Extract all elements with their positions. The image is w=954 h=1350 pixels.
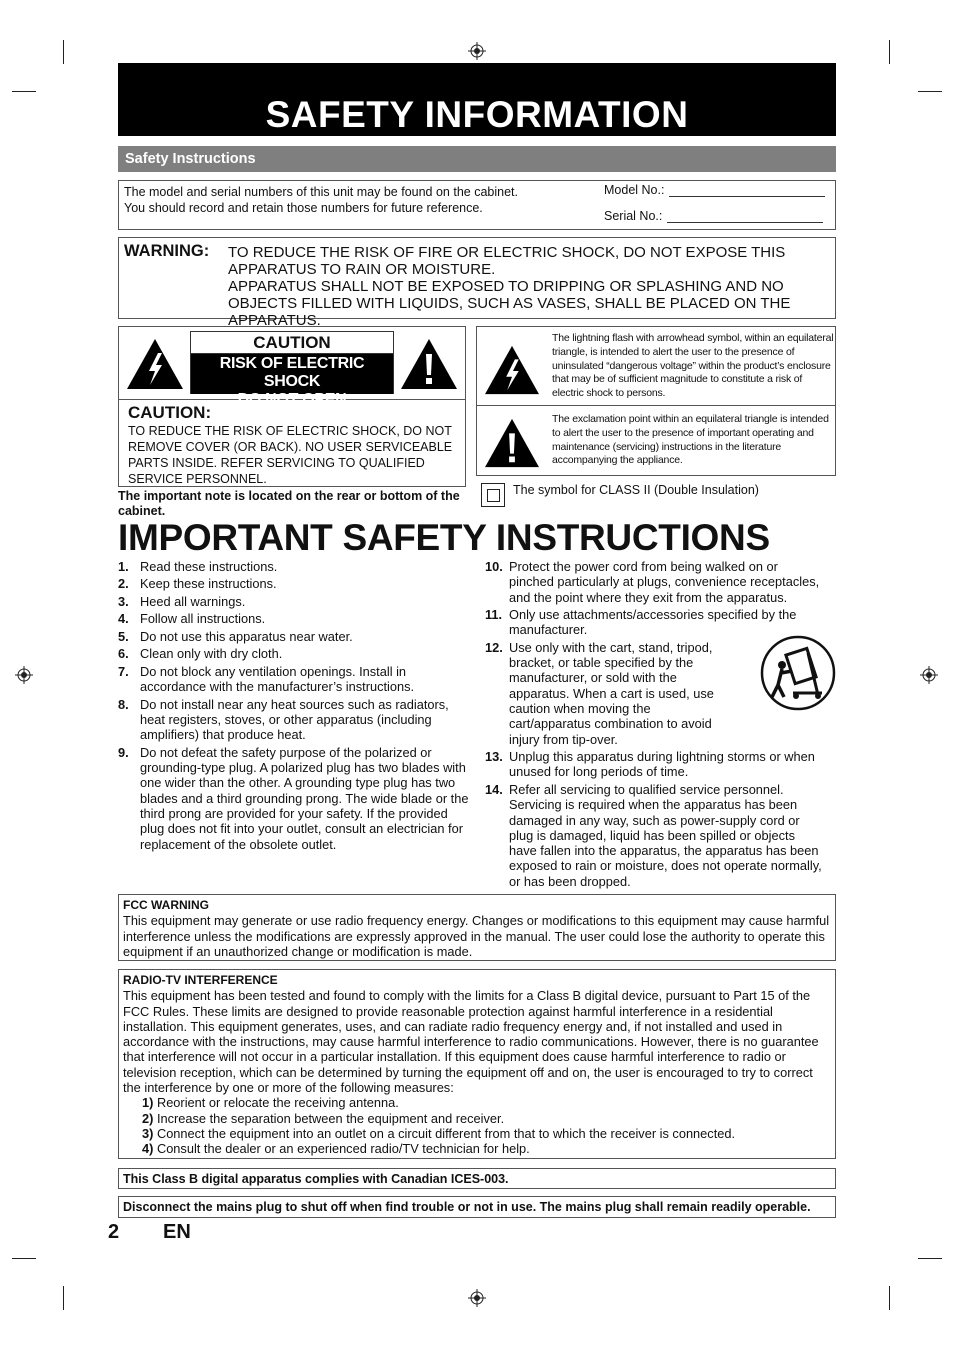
important-note: The important note is located on the rear or bottom of the cabinet. (118, 489, 460, 518)
canada-compliance-note: This Class B digital apparatus complies with Canadian ICES-003. (118, 1168, 836, 1189)
instruction-item (118, 611, 470, 626)
instruction-item (118, 664, 470, 695)
lightning-triangle-icon (483, 344, 541, 396)
warning-box (118, 237, 836, 329)
instruction-text: Follow all instructions. (140, 611, 266, 627)
instruction-number: 14. (485, 781, 503, 797)
instruction-text: Read these instructions. (140, 559, 278, 574)
model-serial-note: The model and serial numbers of this unit may be found on the cabinet. You should record and retain those numbers for future reference. (124, 185, 518, 215)
instruction-item (118, 646, 470, 661)
fcc-warning-box (118, 894, 836, 961)
symbol-explanations (476, 326, 836, 476)
page-title: SAFETY INFORMATION (118, 63, 836, 136)
fcc-heading: FCC WARNING (123, 898, 209, 912)
instruction-number: 4. (118, 611, 129, 627)
exclamation-triangle-icon (399, 337, 459, 391)
radio-tv-heading: RADIO-TV INTERFERENCE (123, 973, 278, 987)
instruction-item (118, 697, 470, 743)
instruction-item (118, 559, 470, 574)
instruction-item (118, 629, 470, 644)
double-square-icon (481, 483, 505, 507)
instruction-text: Only use attachments/accessories specified by the manufacturer. (509, 607, 797, 638)
warning-text: TO REDUCE THE RISK OF FIRE OR ELECTRIC SHOCK, DO NOT EXPOSE THIS APPARATUS TO RAIN OR MOISTURE. APPARATUS SHALL NOT BE EXPOSED TO DRIPPING OR SPLASHING AND NO OBJECTS FILLED WITH LIQUIDS, SUCH AS VASES, SHALL BE PLACED ON THE APPARATUS. (228, 244, 791, 329)
section-heading: Safety Instructions (118, 146, 836, 172)
measure-number: 4) (142, 1141, 154, 1157)
fcc-text: This equipment may generate or use radio frequency energy. Changes or modifications to this equipment may cause harmful interference unless the modifications are expressly approved in the manual. The user could lose the authority to operate this equipment if an unauthorized change or modification is made. (123, 913, 830, 959)
instruction-text: Keep these instructions. (140, 576, 277, 592)
registration-mark-icon (15, 666, 33, 684)
instruction-item (118, 576, 470, 591)
instruction-number: 7. (118, 663, 129, 679)
exclamation-triangle-icon (483, 417, 541, 469)
instruction-number: 6. (118, 646, 129, 662)
radio-tv-text: This equipment has been tested and found to comply with the limits for a Class B digital device, pursuant to Part 15 of the FCC Rules. These limits are designed to provide reasonable protection against harmful interference in a residential installation. This equipment generates, uses, and can radiate radio frequency energy and, if not installed and used in accordance with the instructions, may cause harmful interference to radio communications. However, there is no guarantee that interference will not occur in a particular installation. If this equipment does cause harmful interference to radio or television reception, which can be determined by turning the equipment off and on, the user is encouraged to try to correct the interference by one or more of the following measures: (123, 988, 819, 1096)
caution-box (118, 326, 466, 487)
instruction-text: Do not block any ventilation openings. Install in accordance with the manufacturer’s instructions. (140, 663, 415, 695)
instructions-list-right (485, 559, 825, 891)
crop-mark (889, 1286, 890, 1310)
measure-item (142, 1141, 831, 1156)
measure-number: 1) (142, 1095, 154, 1111)
instruction-item (485, 782, 825, 889)
instruction-item (118, 594, 470, 609)
instruction-number: 8. (118, 696, 129, 712)
instruction-item (485, 559, 825, 605)
model-serial-box (118, 180, 836, 230)
instruction-text: Protect the power cord from being walked on or pinched particularly at plugs, convenience receptacles, and the point where they exit from the apparatus. (509, 559, 820, 605)
instruction-number: 10. (485, 559, 503, 574)
page-number: 2 (108, 1221, 120, 1243)
instructions-list-left (118, 559, 470, 854)
radio-tv-interference-box (118, 969, 836, 1159)
crop-mark (889, 40, 890, 64)
crop-mark (63, 40, 64, 64)
instruction-item (485, 607, 825, 638)
registration-mark-icon (920, 666, 938, 684)
instruction-number: 5. (118, 628, 129, 644)
interference-measures (123, 1095, 831, 1156)
registration-mark-icon (468, 1289, 486, 1307)
instruction-text: Heed all warnings. (140, 593, 246, 609)
crop-mark (12, 1258, 36, 1259)
disconnect-note: Disconnect the mains plug to shut off when find trouble or not in use. The mains plug shall remain readily operable. (118, 1196, 836, 1218)
measure-text: Increase the separation between the equipment and receiver. (156, 1110, 505, 1126)
serial-number-field: Serial No.: (604, 209, 823, 223)
lightning-triangle-icon (125, 337, 185, 391)
measure-number: 2) (142, 1110, 154, 1126)
instruction-text: Use only with the cart, stand, tripod, bracket, or table specified by the manufacturer, or sold with the apparatus. When a cart is used, use caution when moving the cart/apparatus combination to avoid injury from tip-over. (509, 639, 714, 747)
crop-mark (12, 91, 36, 92)
instruction-number: 12. (485, 639, 503, 655)
instruction-item (118, 745, 470, 852)
measure-text: Reorient or relocate the receiving antenna. (156, 1095, 399, 1111)
cart-tip-over-icon (760, 635, 836, 711)
instruction-number: 3. (118, 593, 129, 609)
instruction-number: 2. (118, 576, 129, 592)
instruction-text: Do not use this apparatus near water. (140, 628, 353, 644)
important-safety-title: IMPORTANT SAFETY INSTRUCTIONS (118, 517, 770, 558)
class2-symbol: The symbol for CLASS II (Double Insulation) (481, 483, 759, 507)
crop-mark (918, 91, 942, 92)
instruction-number: 9. (118, 744, 129, 760)
measure-item (142, 1111, 831, 1126)
instruction-item (485, 749, 825, 780)
caution-heading: CAUTION: (128, 403, 212, 422)
measure-number: 3) (142, 1125, 154, 1141)
instruction-number: 1. (118, 559, 129, 574)
instruction-text: Do not defeat the safety purpose of the polarized or grounding-type plug. A polarized plug has two blades with one wider than the other. A grounding type plug has two blades and a third grounding prong. The wide blade or the third prong are provided for your safety. If the provided plug does not fit into your outlet, consult an electrician for replacement of the obsolete outlet. (140, 744, 469, 852)
measure-item (142, 1095, 831, 1110)
instruction-text: Clean only with dry cloth. (140, 646, 283, 662)
caution-label: CAUTION RISK OF ELECTRIC SHOCK DO NOT OPEN (190, 331, 394, 394)
model-number-field: Model No.: (604, 183, 825, 197)
caution-text: TO REDUCE THE RISK OF ELECTRIC SHOCK, DO NOT REMOVE COVER (OR BACK). NO USER SERVICEABLE PARTS INSIDE. REFER SERVICING TO QUALIFIED SERVICE PERSONNEL. (128, 424, 453, 486)
measure-item (142, 1126, 831, 1141)
lightning-symbol-text: The lightning flash with arrowhead symbol, within an equilateral triangle, is intended to alert the user to the presence of uninsulated “dangerous voltage” within the product’s enclosure that may be of sufficient magnitude to constitute a risk of electric shock to persons. (552, 332, 834, 400)
instruction-text: Do not install near any heat sources such as radiators, heat registers, stoves, or other apparatus (including amplifiers) that produce heat. (140, 696, 449, 743)
measure-text: Connect the equipment into an outlet on a circuit different from that to which the receiver is connected. (156, 1125, 736, 1141)
crop-mark (918, 1258, 942, 1259)
measure-text: Consult the dealer or an experienced radio/TV technician for help. (156, 1141, 530, 1157)
instruction-number: 13. (485, 749, 503, 765)
warning-label: WARNING: (124, 242, 210, 260)
registration-mark-icon (468, 42, 486, 60)
instruction-number: 11. (485, 607, 503, 623)
instruction-text: Unplug this apparatus during lightning storms or when unused for long periods of time. (509, 749, 815, 780)
language-code: EN (163, 1221, 191, 1243)
exclamation-symbol-text: The exclamation point within an equilateral triangle is intended to alert the user to the presence of important operating and maintenance (servicing) instructions in the literature accompanying the appliance. (552, 413, 829, 467)
instruction-text: Refer all servicing to qualified service personnel. Servicing is required when the apparatus has been damaged in any way, such as power-supply cord or plug is damaged, liquid has been spilled or objects have fallen into the apparatus, the apparatus has been exposed to rain or moisture, does not operate normally, or has been dropped. (509, 781, 822, 889)
crop-mark (63, 1286, 64, 1310)
